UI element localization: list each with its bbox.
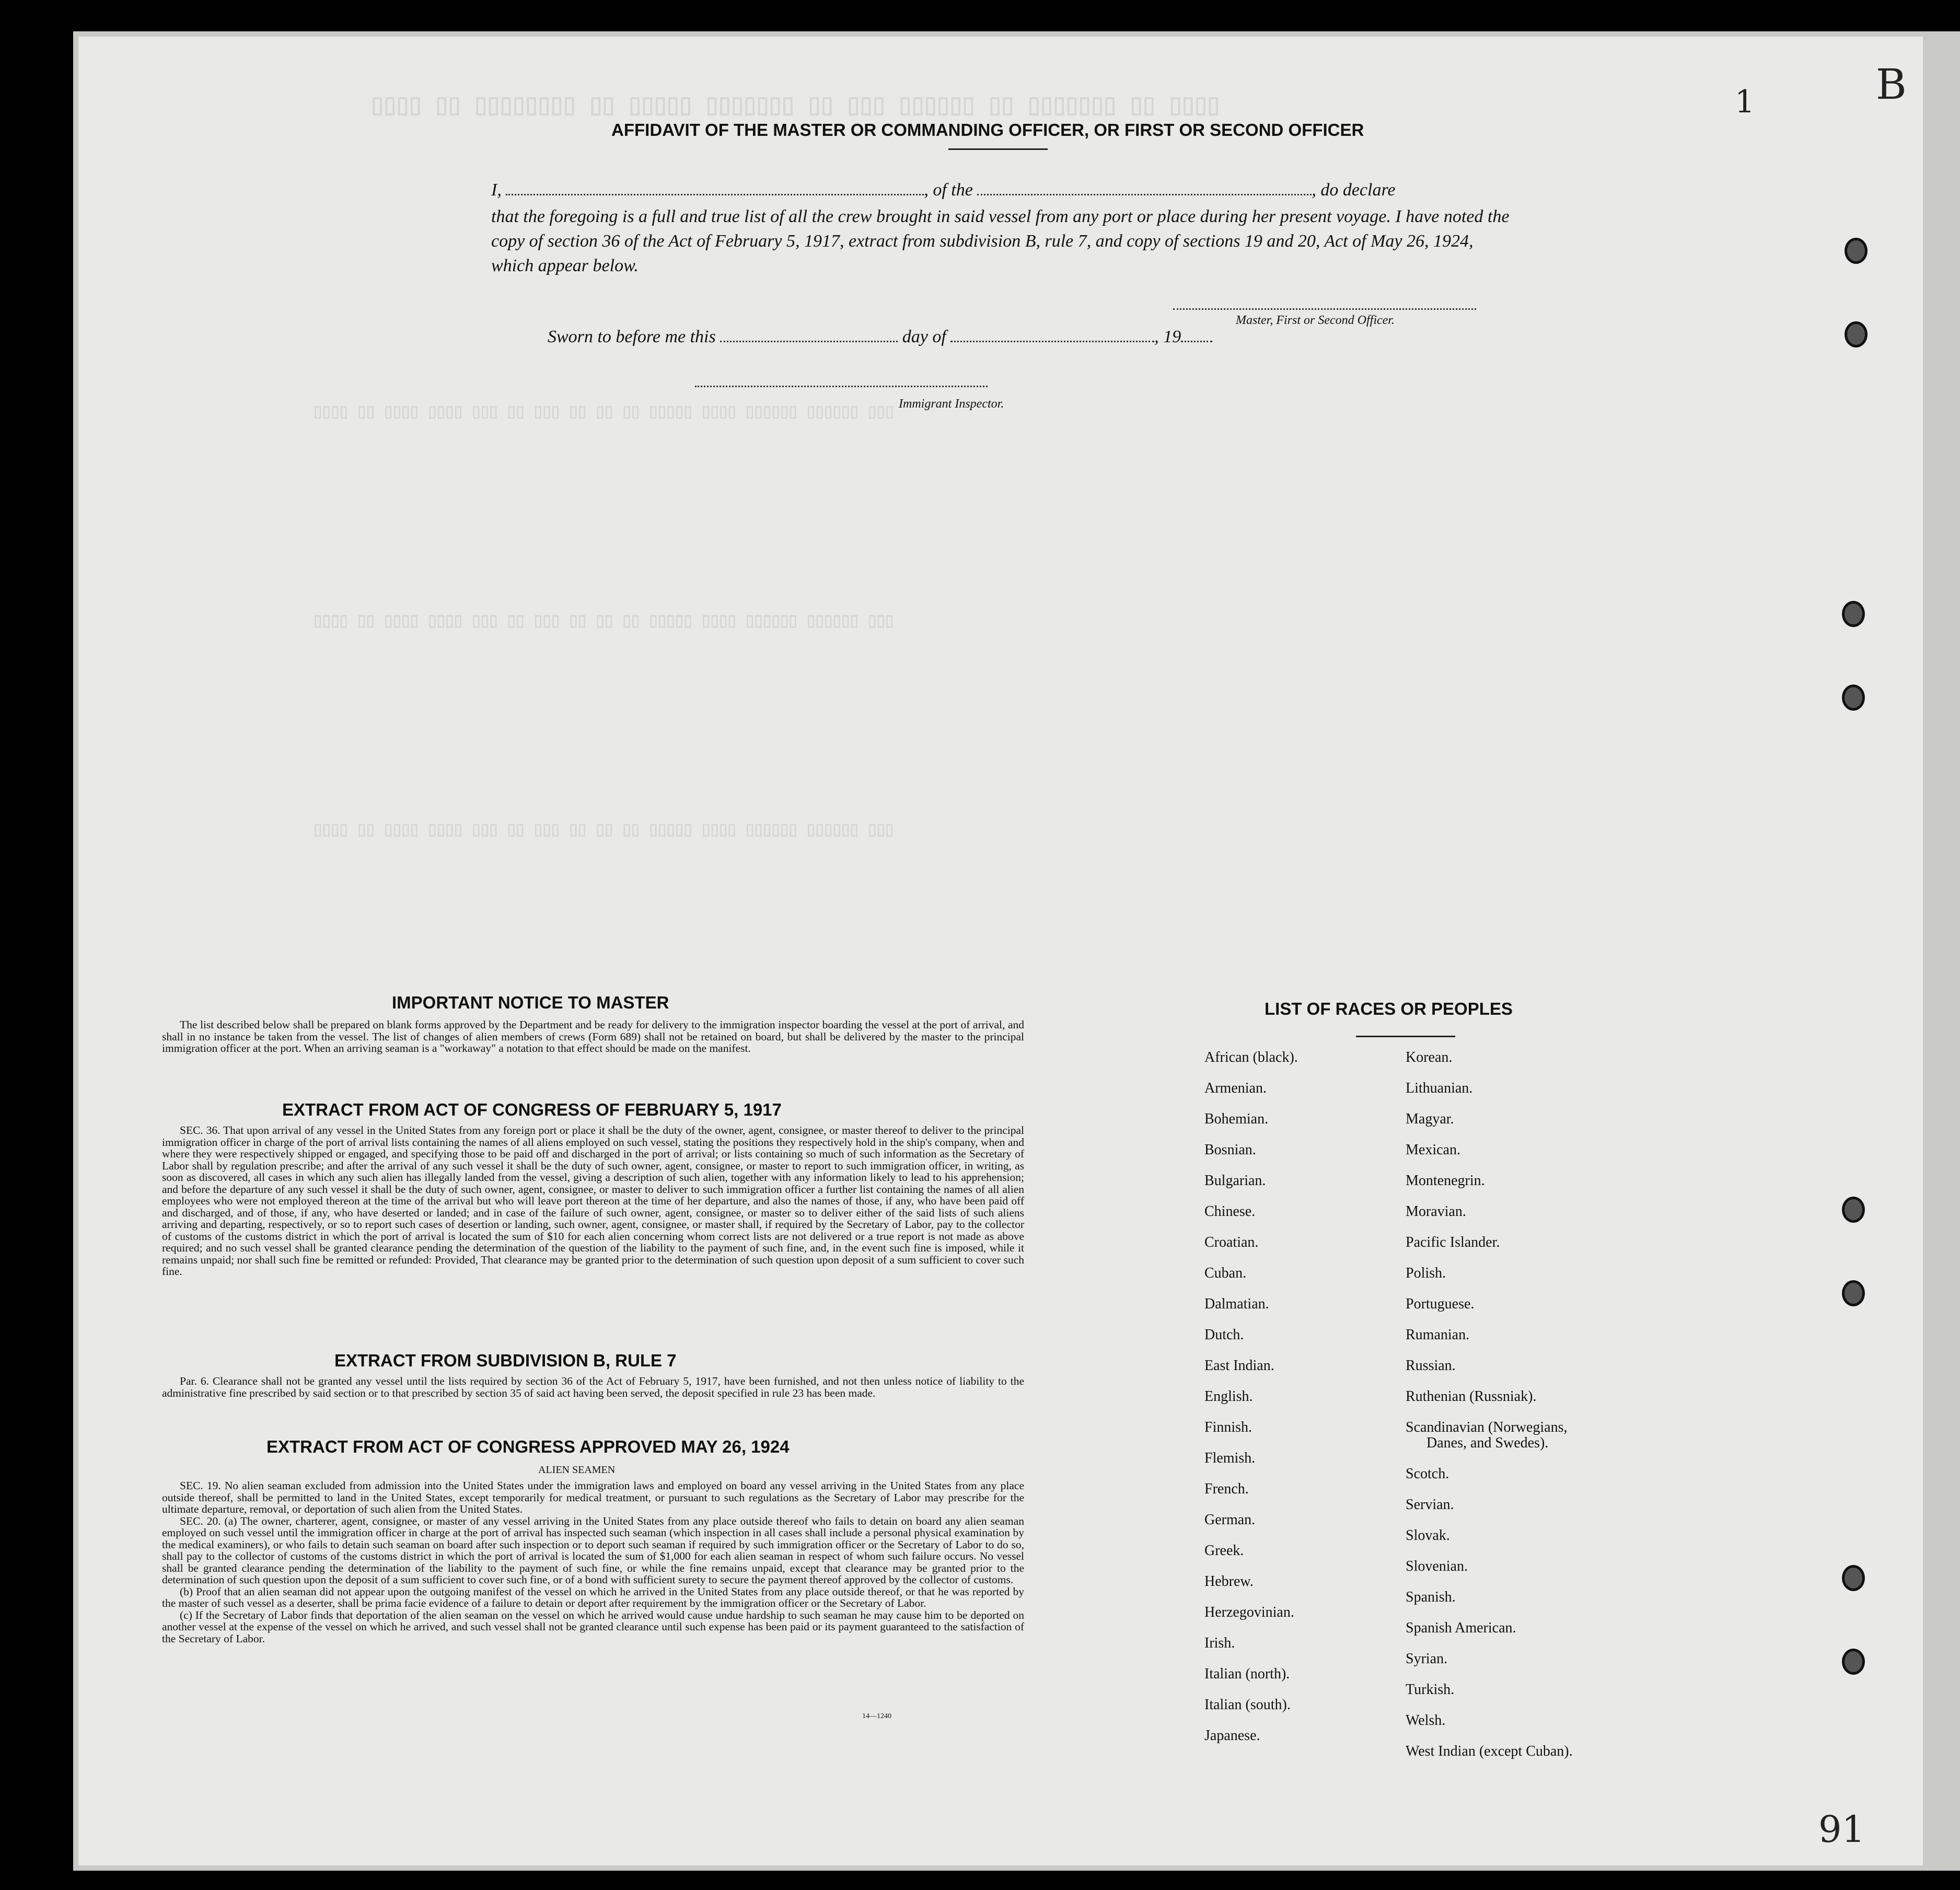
bleed-through-rows: ▯▯▯▯ ▯▯ ▯▯▯▯ ▯▯▯▯ ▯▯▯ ▯▯ ▯▯▯ ▯▯ ▯▯ ▯▯ ▯▯▯▯▯ ▯▯▯▯ ▯▯▯▯▯▯ ▯▯▯▯▯▯ ▯▯▯ [314, 613, 894, 631]
punch-hole [1842, 1280, 1865, 1306]
race-item: Slovak. [1406, 1527, 1450, 1544]
handwritten-mark: B [1876, 60, 1907, 109]
race-item: Slovenian. [1406, 1558, 1468, 1574]
race-item: Moravian. [1406, 1203, 1466, 1220]
extract-1917-title: EXTRACT FROM ACT OF CONGRESS OF FEBRUARY 5, 1917 [282, 1100, 782, 1119]
sworn-day-blank[interactable] [720, 327, 898, 342]
race-item: Italian (north). [1204, 1666, 1290, 1682]
alien-seamen-subtitle: ALIEN SEAMEN [538, 1464, 616, 1476]
race-item: Montenegrin. [1406, 1173, 1485, 1189]
race-item: Dutch. [1204, 1327, 1244, 1343]
name-blank[interactable] [506, 180, 924, 195]
race-item: Ruthenian (Russniak). [1406, 1388, 1537, 1405]
race-item: Korean. [1406, 1049, 1453, 1065]
sworn-year: , 19 [1154, 327, 1181, 346]
sworn-prefix: Sworn to before me this [548, 327, 716, 346]
race-item: Russian. [1406, 1358, 1456, 1374]
punch-hole [1842, 601, 1865, 627]
race-item: Bohemian. [1204, 1111, 1269, 1127]
handwritten-mark: 1 [1735, 84, 1755, 120]
race-item: African (black). [1204, 1049, 1298, 1065]
affidavit-declare: , do declare [1312, 180, 1396, 200]
race-item: East Indian. [1204, 1358, 1274, 1374]
sec36-paragraph: SEC. 36. That upon arrival of any vessel in the United States from any foreign port or place it shall be the duty of the owner, agent, consignee, or master thereof to deliver to the principal immigration officer in charge of the port of arrival lists containing the names of all aliens employed on such vessel, stating the positions they respectively hold in the ship's company, when and where they were respectively shipped or engaged, and specifying those to be paid off and discharged in the port of arrival; or lists containing so much of such information as the Secretary of Labor shall by regulation prescribe; and after the arrival of any such vessel it shall be the duty of such owner, agent, consignee, or master to report to such immigration officer, in writing, as soon as discovered, all cases in which any such alien has illegally landed from the vessel, giving a description of such alien, together with any information likely to lead to his apprehension; and before the departure of any such vessel it shall be the duty of such owner, agent, consignee, or master to deliver to such immigration officer a further list containing the names of all alien employees who were not employed thereon at the time of the arrival but who will leave port thereon at the time of her departure, and also the names of those, if any, who have been paid off and discharged, and of those, if any, who have deserted or landed; and in case of the failure of such owner, agent, consignee, or master so to deliver either of the said lists of such aliens arriving and departing, respectively, or so to report such cases of desertion or landing, such owner, agent, consignee, or master shall, if required by the Secretary of Labor, pay to the collector of customs of the customs district in which the port of arrival is located the sum of $10 for each alien concerning whom correct lists are not delivered or a true report is not made as above required; and no such vessel shall be granted clearance pending the determination of the question of the liability to the payment of such fine, and, in the event such fine is imposed, while it remains unpaid; nor shall such fine be remitted or refunded: Provided, That clearance may be granted prior to the determination of such question upon deposit of a sum sufficient to cover such fine. [162, 1124, 1024, 1278]
race-item: Armenian. [1204, 1080, 1267, 1096]
race-item: Croatian. [1204, 1234, 1259, 1250]
rule7-paragraph: Par. 6. Clearance shall not be granted any vessel until the lists required by section 36 of the Act of February 5, 1917, have been furnished, and not then unless notice of liability to the administrative fine prescribed by said section or to that prescribed by section 35 of said act having been served, the deposit specified in rule 23 has been made. [162, 1375, 1024, 1399]
race-item: Magyar. [1406, 1111, 1454, 1127]
form-number: 14—1240 [862, 1712, 891, 1720]
race-item: Portuguese. [1406, 1296, 1475, 1312]
race-item: Syrian. [1406, 1651, 1448, 1667]
race-item: Greek. [1204, 1543, 1244, 1559]
affidavit-title: AFFIDAVIT OF THE MASTER OR COMMANDING OFFICER, OR FIRST OR SECOND OFFICER [611, 120, 1364, 140]
punch-hole [1842, 1197, 1865, 1223]
punch-hole [1845, 321, 1868, 347]
race-item: Japanese. [1204, 1727, 1260, 1744]
race-item: Mexican. [1406, 1142, 1460, 1158]
race-item: Polish. [1406, 1265, 1446, 1281]
race-item: Hebrew. [1204, 1573, 1254, 1590]
race-item: Irish. [1204, 1635, 1235, 1651]
affidavit-text: that the foregoing is a full and true list of all the crew brought in said vessel from any port or place during her present voyage. I have noted the copy of section 36 of the Act of February 5, 1917, extract from subdivision B, rule 7, and copy of sections 19 and 20, Act of May 26, 1924, which appear below. [491, 207, 1510, 275]
notice-paragraph: The list described below shall be prepared on blank forms approved by the Department and be ready for delivery to the immigration inspector boarding the vessel at the port of arrival, and shall in no instance be taken from the vessel. The list of changes of alien members of crews (Form 689) shall not be retained on board, but shall be delivered by the master to the principal immigration officer at the port. When an arriving seaman is a "workaway" a notation to that effect should be made on the manifest. [162, 1018, 1024, 1054]
race-item: French. [1204, 1481, 1249, 1497]
affidavit-line1 [491, 178, 1510, 202]
notice-text [162, 1019, 1024, 1054]
race-item: Italian (south). [1204, 1697, 1291, 1713]
race-item: Finnish. [1204, 1419, 1252, 1435]
document-page [78, 37, 1923, 1865]
sworn-day-of: day of [902, 327, 946, 346]
races-title: LIST OF RACES OR PEOPLES [1265, 999, 1513, 1018]
race-item: Dalmatian. [1204, 1296, 1269, 1312]
race-item: Herzegovinian. [1204, 1604, 1294, 1620]
divider [1356, 1036, 1455, 1037]
race-item: Scandinavian (Norwegians, [1406, 1419, 1568, 1435]
bleed-through-rows: ▯▯▯▯ ▯▯ ▯▯▯▯ ▯▯▯▯ ▯▯▯ ▯▯ ▯▯▯ ▯▯ ▯▯ ▯▯ ▯▯▯▯▯ ▯▯▯▯ ▯▯▯▯▯▯ ▯▯▯▯▯▯ ▯▯▯ [314, 404, 894, 422]
punch-hole [1842, 685, 1865, 711]
divider [948, 148, 1048, 150]
master-signature-label: Master, First or Second Officer. [1236, 314, 1395, 327]
races-left-column [1204, 1049, 1298, 1758]
race-item: Scotch. [1406, 1466, 1449, 1482]
race-item: West Indian (except Cuban). [1406, 1743, 1573, 1759]
race-item: Spanish American. [1406, 1620, 1516, 1636]
race-item: Turkish. [1406, 1682, 1455, 1698]
race-item: Spanish. [1406, 1589, 1456, 1605]
affidavit-body [491, 178, 1510, 278]
race-item: German. [1204, 1512, 1256, 1528]
race-item: Lithuanian. [1406, 1080, 1473, 1096]
race-item: English. [1204, 1388, 1253, 1405]
race-item: Pacific Islander. [1406, 1234, 1500, 1250]
sec20b-paragraph: (b) Proof that an alien seaman did not appear upon the outgoing manifest of the vessel on which he arrived in the United States from any place outside thereof, or that he was reported by the master of such vessel as a deserter, shall be prima facie evidence of a failure to detain or deport after requirement by the immigration officer or the Secretary of Labor. [162, 1585, 1024, 1609]
extract-1924-text [162, 1480, 1024, 1644]
extract-1917-text [162, 1124, 1024, 1278]
punch-hole [1842, 1565, 1865, 1591]
sec20c-paragraph: (c) If the Secretary of Labor finds that deportation of the alien seaman on the vessel on which he arrived would cause undue hardship to such seaman he may cause him to be deported on another vessel at the expense of the vessel on which he arrived, and such vessel shall not be granted clearance until such expense has been paid or its payment guaranteed to the satisfaction of the Secretary of Labor. [162, 1608, 1024, 1645]
sec20a-paragraph: SEC. 20. (a) The owner, charterer, agent, consignee, or master of any vessel arriving in the United States from any place outside thereof who fails to detain on board any alien seaman employed on such vessel until the immigration officer in charge at the port of arrival has inspected such seaman (which inspection in all cases shall include a personal physical examination by the medical examiners), or who fails to detain such seaman on board after such inspection or to deport such seaman if required by such immigration officer or the Secretary of Labor to do so, shall pay to the collector of customs of the customs district in which the port of arrival is located the sum of $1,000 for each alien seaman in respect of whom such failure occurs. No vessel shall be granted clearance pending the determination of the liability to the payment of such fine, or while the fine remains unpaid, except that clearance may be granted prior to the determination of such question upon the deposit of a sum sufficient to cover such fine, or of a bond with sufficient surety to secure the payment thereof approved by the collector of customs. [162, 1514, 1024, 1586]
race-item: Servian. [1406, 1497, 1454, 1513]
rule7-title: EXTRACT FROM SUBDIVISION B, RULE 7 [334, 1351, 677, 1370]
bleed-through-text: ▯▯▯▯ ▯▯ ▯▯▯▯▯▯▯▯ ▯▯ ▯▯▯▯▯ ▯▯▯▯▯▯▯ ▯▯ ▯▯▯ ▯▯▯▯▯▯ ▯▯ ▯▯▯▯▯▯▯ ▯▯ ▯▯▯▯ [371, 94, 1220, 120]
race-item: Danes, and Swedes). [1426, 1435, 1549, 1451]
extract-1924-title: EXTRACT FROM ACT OF CONGRESS APPROVED MAY 26, 1924 [266, 1437, 790, 1456]
vessel-blank[interactable] [977, 180, 1312, 195]
punch-hole [1842, 1649, 1865, 1675]
rule7-text [162, 1375, 1024, 1399]
race-item: Welsh. [1406, 1712, 1446, 1729]
sworn-line [548, 327, 1212, 347]
affidavit-of-the: , of the [924, 180, 973, 200]
race-item: Flemish. [1204, 1450, 1256, 1466]
race-item: Cuban. [1204, 1265, 1247, 1281]
handwritten-mark: 91 [1818, 1808, 1865, 1851]
master-signature-line[interactable] [1173, 308, 1476, 310]
affidavit-i: I, [491, 180, 502, 200]
race-item: Chinese. [1204, 1203, 1256, 1220]
race-item: Bosnian. [1204, 1142, 1256, 1158]
sworn-month-blank[interactable] [950, 327, 1154, 342]
race-item: Bulgarian. [1204, 1173, 1266, 1189]
sworn-year-blank[interactable] [1181, 327, 1212, 342]
race-item: Rumanian. [1406, 1327, 1470, 1343]
inspector-label: Immigrant Inspector. [899, 397, 1004, 411]
bleed-through-rows: ▯▯▯▯ ▯▯ ▯▯▯▯ ▯▯▯▯ ▯▯▯ ▯▯ ▯▯▯ ▯▯ ▯▯ ▯▯ ▯▯▯▯▯ ▯▯▯▯ ▯▯▯▯▯▯ ▯▯▯▯▯▯ ▯▯▯ [314, 822, 894, 840]
punch-hole [1845, 238, 1868, 264]
notice-title: IMPORTANT NOTICE TO MASTER [392, 993, 669, 1012]
races-right-column [1406, 1049, 1573, 1774]
sec19-paragraph: SEC. 19. No alien seaman excluded from admission into the United States under the immigration laws and employed on board any vessel arriving in the United States from any place outside thereof, shall be permitted to land in the United States, except temporarily for medical treatment, or pursuant to such regulations as the Secretary of Labor may prescribe for the ultimate departure, removal, or deportation of such alien from the United States. [162, 1479, 1024, 1515]
inspector-signature-line[interactable] [695, 386, 988, 387]
